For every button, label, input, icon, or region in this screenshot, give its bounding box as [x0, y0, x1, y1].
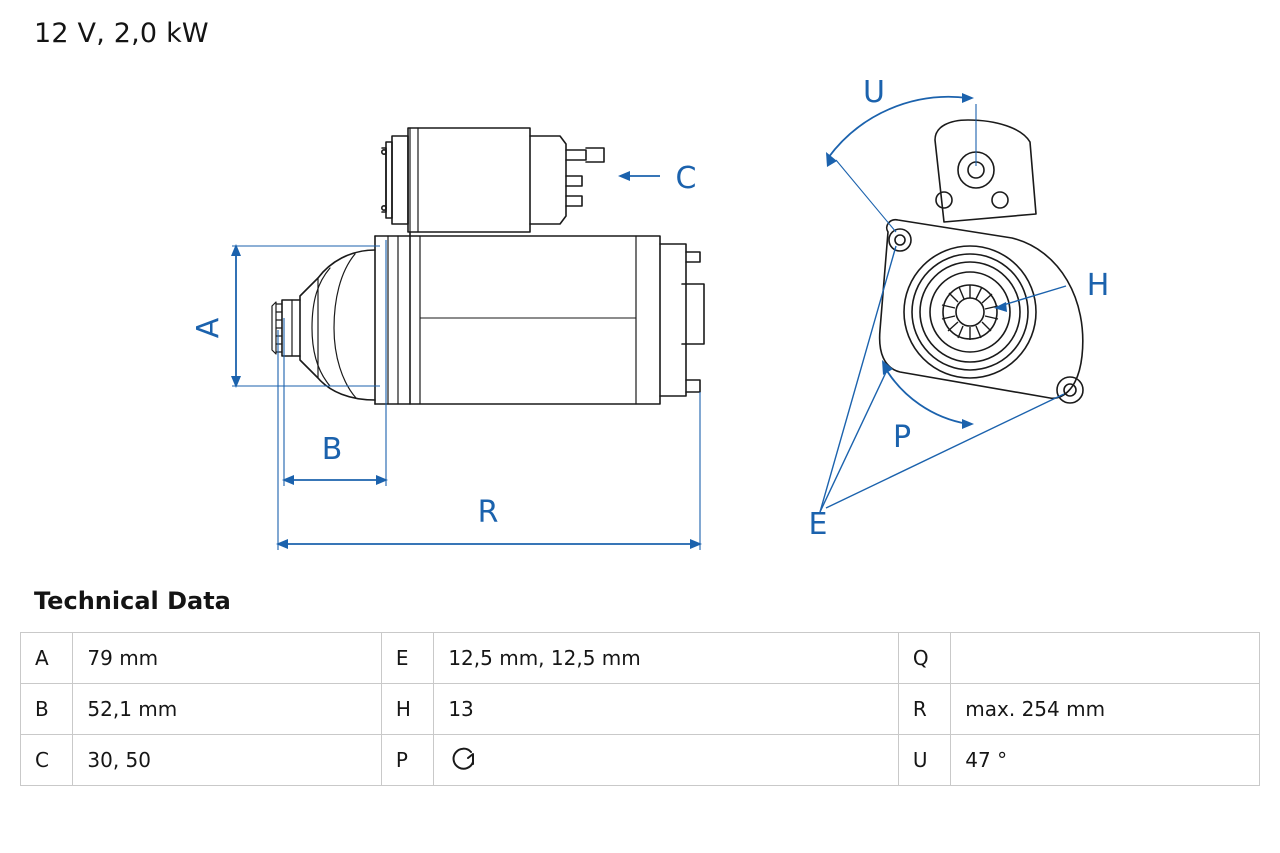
row-key-h: H: [381, 684, 433, 735]
row-key-p: P: [381, 735, 433, 786]
row-value-a: 79 mm: [73, 633, 382, 684]
dimension-label-C: C: [675, 161, 697, 196]
dimension-label-R: R: [477, 495, 499, 530]
row-key-c: C: [21, 735, 73, 786]
technical-data-table: [20, 632, 1260, 786]
dimension-label-A: A: [191, 317, 226, 339]
row-value-u: 47 °: [951, 735, 1260, 786]
row-value-q: [951, 633, 1260, 684]
dimension-label-H: H: [1086, 268, 1110, 303]
technical-data-heading: Technical Data: [34, 587, 231, 615]
table-row: [21, 735, 1260, 786]
page-title: 12 V, 2,0 kW: [34, 18, 209, 49]
row-key-e: E: [381, 633, 433, 684]
dimension-label-E: E: [808, 507, 828, 542]
row-key-q: Q: [898, 633, 950, 684]
rotation-direction-clockwise-icon: [448, 745, 482, 775]
row-value-b: 52,1 mm: [73, 684, 382, 735]
row-value-r: max. 254 mm: [951, 684, 1260, 735]
dimension-label-U: U: [863, 75, 885, 110]
dimension-label-P: P: [892, 420, 912, 455]
row-key-u: U: [898, 735, 950, 786]
row-key-r: R: [898, 684, 950, 735]
row-value-h: 13: [434, 684, 899, 735]
row-value-c: 30, 50: [73, 735, 382, 786]
table-row: [21, 633, 1260, 684]
row-key-b: B: [21, 684, 73, 735]
table-row: [21, 684, 1260, 735]
row-key-a: A: [21, 633, 73, 684]
row-value-e: 12,5 mm, 12,5 mm: [434, 633, 899, 684]
dimension-label-B: B: [321, 432, 343, 467]
row-value-p: [434, 735, 899, 786]
